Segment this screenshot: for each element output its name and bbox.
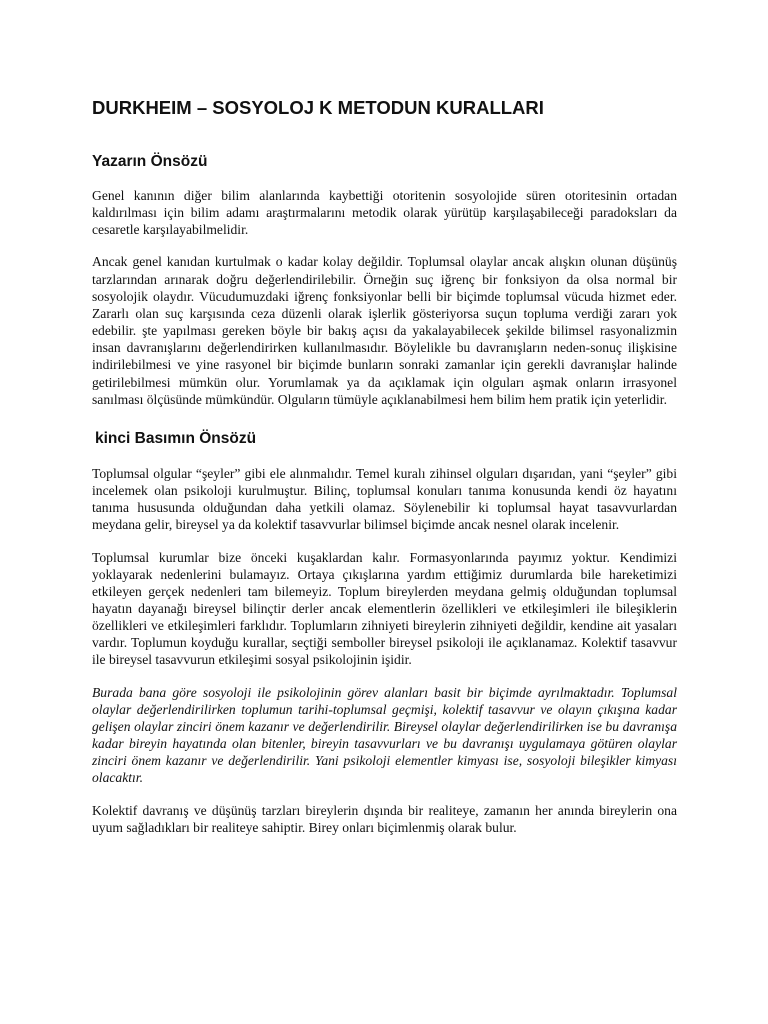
section-heading-second-edition-preface: kinci Basımın Önsözü [95,429,257,447]
paragraph: Toplumsal olgular “şeyler” gibi ele alınmalıdır. Temel kuralı zihinsel olguları dışarıdan, yani “şeyler” gibi incelemek olan psikoloji kurulmuştur. Bilinç, toplumsal konuları tanıma konusunda kendi öz hayatını tanıma hususunda olduğundan daha yetkili olamaz. Söylenebilir ki toplumsal hayat tasavvurlardan meydana gelir, bireysel ya da kolektif tasavvurlar bilimsel biçimde ancak nesnel olarak incelenir. [92,465,677,533]
paragraph: Genel kanının diğer bilim alanlarında kaybettiği otoritenin sosyolojide süren otoritesinin ortadan kaldırılması için bilim adamı araştırmalarını metodik olarak yürütüp karşılaşabileceği paradoksları da cesaretle karşılayabilmelidir. [92,188,677,238]
paragraph: Ancak genel kanıdan kurtulmak o kadar kolay değildir. Toplumsal olaylar ancak alışkın olunan düşünüş tarzlarından arınarak doğru değerlendirilebilir. Örneğin suç iğrenç bir fonksiyon da olsa normal bir sosyolojik olaydır. Vücudumuzdaki iğrenç fonksiyonlar belli bir biçimde toplumsal vücuda hizmet eder. Zararlı olan suç karşısında ceza düzenli olarak işlerlik gösteriyorsa suçun topluma verdiği zararı yok edebilir. şte yapılması gereken böyle bir bakış açısı da yakalayabilecek şekilde bilimsel rasyonalizmin insan davranışlarını değerlendirirken kullanılmasıdır. Böylelikle bu davranışların neden-sonuç ilişkisine indirilebilmesi ve yine rasyonel bir biçimde bunların sonraki zamanlar için gerekli davranışlar halinde getirilebilmesi mümkün olur. Yorumlamak ya da açıklamak için olguları aşmak onların irrasyonel sanılması ölçüsünde mümkündür. Olguların tümüyle açıklanabilmesi hem bilim hem pratik için yeterlidir. [92,254,677,407]
italic-paragraph: Burada bana göre sosyoloji ile psikolojinin görev alanları basit bir biçimde ayrılmaktadır. Toplumsal olaylar değerlendirilirken toplumun tarihi-toplumsal geçmişi, kolektif tasavvur ve olayın çıkışına kadar gelişen olaylar zinciri önem kazanır ve değerlendirilir. Bireysel olaylar değerlendirilirken ise bu davranışa kadar bireyin hayatında olan bitenler, bireyin tasavvurları ve bu davranışı uygulamaya götüren olaylar zinciri önem kazanır ve değerlendirilir. Yani psikoloji elementler kimyası ise, sosyoloji bileşikler kimyası olacaktır. [92,684,677,786]
paragraph: Kolektif davranış ve düşünüş tarzları bireylerin dışında bir realiteye, zamanın her anında bireylerin ona uyum sağladıkları bir realiteye sahiptir. Birey onları biçimlenmiş olarak bulur. [92,802,677,835]
paragraph: Toplumsal kurumlar bize önceki kuşaklardan kalır. Formasyonlarında payımız yoktur. Kendimizi yoklayarak nedenlerini bulamayız. Ortaya çıkışlarına yardım ettiğimiz durumlarda bile hareketimizi etkileyen gerçek nedenleri tam bilemeyiz. Toplum bireylerden meydana gelmiş olduğundan toplumsal hayatın dayanağı bireysel bilinçtir derler ancak elementlerin özellikleri ve etkileşimleri ile bileşiklerin özellikleri ve etkileşimleri farklıdır. Toplumların zihniyeti bireylerin zihniyeti değildir, kendine ait yasaları vardır. Toplumun koyduğu kurallar, seçtiği semboller bireysel psikoloji ile açıklanamaz. Kolektif tasavvur ile bireysel tasavvurun etkileşimi sosyal psikolojinin işidir. [92,549,677,668]
section-heading-author-preface: Yazarın Önsözü [92,153,208,170]
document-page [92,96,677,851]
document-title: DURKHEIM – SOSYOLOJ K METODUN KURALLARI [92,97,544,118]
